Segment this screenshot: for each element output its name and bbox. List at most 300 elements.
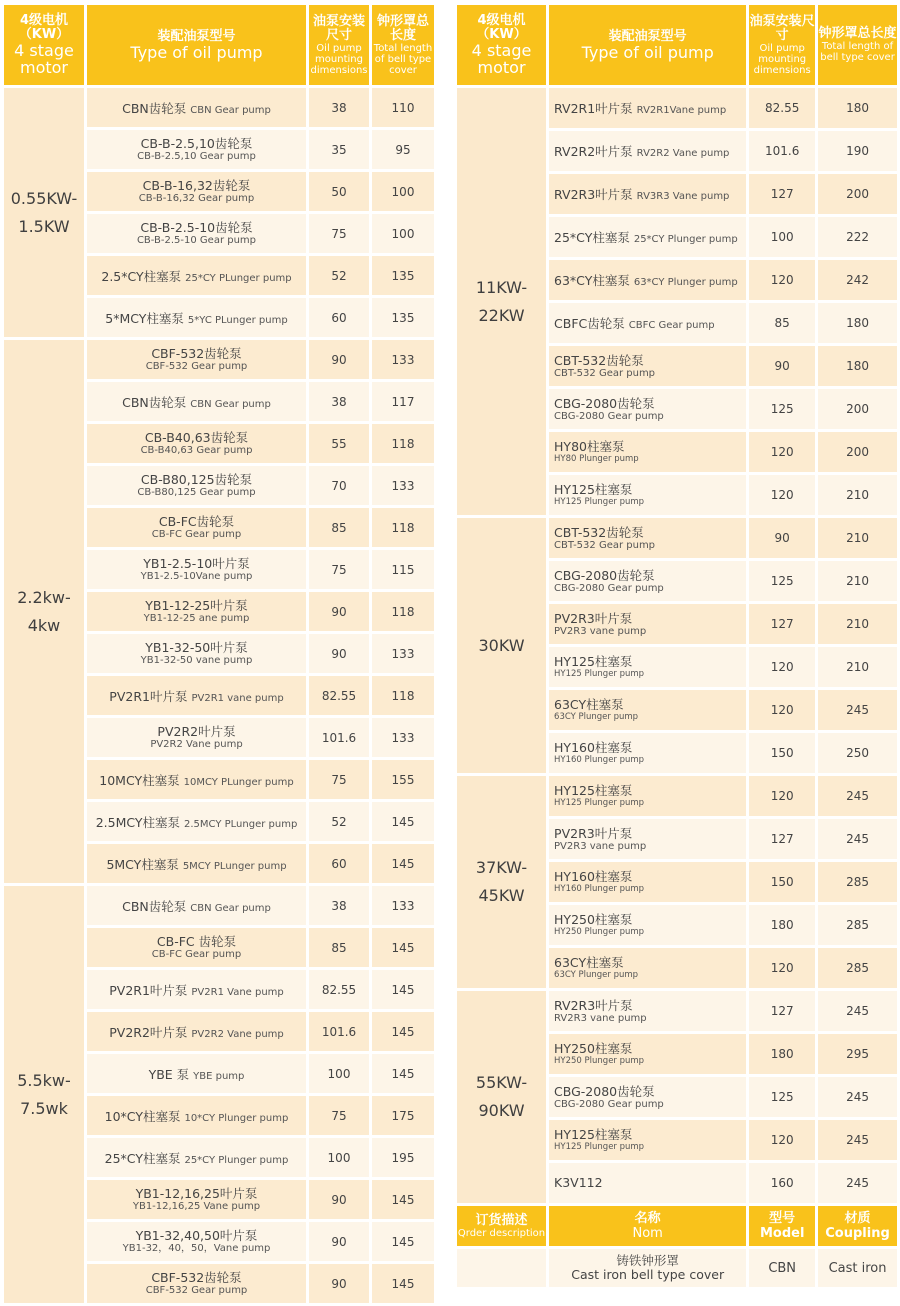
cover-length-cell: 133 [372, 886, 434, 925]
cover-length-cell: 100 [372, 214, 434, 253]
motor-power-cell: 2.2kw-4kw [4, 340, 84, 883]
pump-type-cell [549, 647, 746, 687]
pump-type-cell [87, 172, 306, 211]
cover-length-cell: 190 [818, 131, 897, 171]
table-row [457, 88, 897, 128]
pump-name-en: CBN Gear pump [190, 398, 271, 410]
pump-name-cn: HY160柱塞泵 [554, 869, 633, 884]
order-material-en: Coupling [825, 1226, 890, 1241]
pump-type-cell [87, 634, 306, 673]
mount-dimension-cell: 160 [749, 1163, 815, 1203]
mount-dimension-cell: 150 [749, 733, 815, 773]
cover-length-cell: 295 [818, 1034, 897, 1074]
pump-name-cn: RV2R3叶片泵 [554, 187, 633, 202]
cover-length-cell: 155 [372, 760, 434, 799]
pump-name-cn: PV2R3叶片泵 [554, 610, 633, 626]
cover-length-cell: 118 [372, 424, 434, 463]
mount-dimension-cell: 90 [309, 634, 369, 673]
pump-name-inline [554, 230, 738, 245]
pump-name-inline [109, 983, 284, 998]
pump-name-cn: YB1-32-50叶片泵 [145, 640, 248, 655]
pump-name-cn: RV2R1叶片泵 [554, 101, 633, 116]
cover-length-cell: 133 [372, 634, 434, 673]
order-name-value-en: Cast iron bell type cover [571, 1267, 725, 1282]
cover-length-cell: 110 [372, 88, 434, 127]
pump-name-cn: CB-B-16,32齿轮泵 [142, 178, 251, 193]
cover-length-cell: 245 [818, 991, 897, 1031]
pump-name-en: 63*CY Plunger pump [633, 277, 738, 288]
cover-length-cell: 285 [818, 905, 897, 945]
cover-length-cell: 180 [818, 303, 897, 343]
pump-name-inline [122, 899, 271, 914]
mount-dimension-cell: 127 [749, 819, 815, 859]
pump-name-inline [554, 273, 738, 288]
pump-name-cn: 63CY柱塞泵 [554, 697, 624, 712]
pump-type-cell [87, 928, 306, 967]
motor-power-cell: 37KW-45KW [457, 776, 546, 988]
pump-type-cell [549, 174, 746, 214]
pump-name-inline [105, 1151, 289, 1166]
pump-name-cn: 2.5MCY柱塞泵 [95, 814, 181, 830]
order-name-value-cn: 铸铁钟形罩 [616, 1253, 679, 1268]
pump-name-cn: 10MCY柱塞泵 [99, 772, 180, 788]
order-name-cn: 名称 [634, 1211, 661, 1226]
pump-name-cn: HY125柱塞泵 [554, 482, 633, 497]
mount-dimension-cell: 127 [749, 991, 815, 1031]
pump-name-en: CBFC Gear pump [628, 320, 715, 331]
pump-name-cn: YB1-12,16,25叶片泵 [135, 1186, 258, 1201]
pump-type-cell [549, 389, 746, 429]
length-header [372, 5, 434, 85]
pump-name-en: CB-FC Gear pump [151, 529, 242, 540]
length-header [818, 5, 897, 85]
mount-dimension-cell: 90 [309, 1180, 369, 1219]
pump-type-cell [549, 260, 746, 300]
pump-type-cell [87, 1180, 306, 1219]
mount-header-en: Oil pump mounting dimensions [310, 42, 368, 76]
cover-length-cell: 145 [372, 1264, 434, 1303]
pump-name-en: 25*CY Plunger pump [633, 234, 738, 245]
mount-header [309, 5, 369, 85]
pump-name-cn: CB-B-2.5-10齿轮泵 [140, 220, 253, 235]
pump-name-inline [99, 773, 293, 788]
pump-name-en: 63CY Plunger pump [554, 970, 639, 980]
pump-type-cell [549, 862, 746, 902]
mount-dimension-cell: 100 [749, 217, 815, 257]
cover-length-cell: 210 [818, 518, 897, 558]
cover-length-cell: 115 [372, 550, 434, 589]
cover-length-cell: 180 [818, 88, 897, 128]
pump-name-inline [149, 1067, 245, 1082]
pump-name-cn: HY80柱塞泵 [554, 439, 625, 454]
pump-name-cn: PV2R3叶片泵 [554, 825, 633, 841]
pump-type-cell [549, 690, 746, 730]
pump-name-inline [105, 1109, 289, 1124]
order-section [457, 1206, 897, 1287]
pump-type-cell [549, 776, 746, 816]
pump-name-en: CB-B40,63 Gear pump [140, 445, 253, 456]
mount-dimension-cell: 75 [309, 760, 369, 799]
table-row [457, 991, 897, 1031]
pump-name-en: PV2R2 Vane pump [191, 1028, 284, 1040]
pump-type-cell [549, 475, 746, 515]
pump-name-en: PV2R1 Vane pump [191, 986, 284, 998]
mount-dimension-cell: 120 [749, 647, 815, 687]
pump-name-en: PV2R2 Vane pump [150, 739, 243, 750]
mount-dimension-cell: 127 [749, 174, 815, 214]
order-material-header [818, 1206, 897, 1246]
pump-header-cn: 装配油泵型号 [157, 28, 236, 44]
pump-name-cn: CBN齿轮泵 [122, 100, 187, 116]
motor-header [4, 5, 84, 85]
pump-type-cell [549, 518, 746, 558]
pump-name-cn: HY250柱塞泵 [554, 912, 633, 927]
pump-name-cn: HY125柱塞泵 [554, 1127, 633, 1142]
cover-length-cell: 285 [818, 862, 897, 902]
pump-name-en: HY125 Plunger pump [554, 798, 645, 808]
mount-dimension-cell: 90 [309, 592, 369, 631]
pump-type-cell [87, 1222, 306, 1261]
pump-type-cell [87, 214, 306, 253]
table-row [457, 776, 897, 816]
pump-name-en: CB-B-2.5-10 Gear pump [136, 235, 257, 246]
pump-type-cell [549, 1120, 746, 1160]
cover-length-cell: 133 [372, 718, 434, 757]
pump-type-cell [549, 991, 746, 1031]
order-model-cn: 型号 [769, 1211, 796, 1226]
mount-dimension-cell: 90 [749, 518, 815, 558]
pump-name-en: HY80 Plunger pump [554, 454, 639, 464]
mount-dimension-cell: 35 [309, 130, 369, 169]
pump-type-cell [87, 1054, 306, 1093]
mount-dimension-cell: 120 [749, 475, 815, 515]
pump-name-en: CBN Gear pump [190, 104, 271, 116]
order-blank-cell [457, 1249, 546, 1287]
pump-name-en: 5*YC PLunger pump [187, 314, 288, 326]
pump-name-inline [554, 187, 729, 202]
cover-length-cell: 117 [372, 382, 434, 421]
pump-name-cn: CB-FC齿轮泵 [158, 514, 235, 529]
pump-name-cn: CBF-532齿轮泵 [151, 346, 242, 361]
pump-name-inline [106, 857, 286, 872]
pump-name-en: CB-B80,125 Gear pump [137, 487, 256, 498]
pump-name-en: CBG-2080 Gear pump [554, 1098, 664, 1110]
pump-name-en: CB-B-16,32 Gear pump [138, 193, 255, 204]
pump-type-cell [87, 130, 306, 169]
mount-dimension-cell: 150 [749, 862, 815, 902]
order-name-en: Nom [632, 1226, 663, 1241]
mount-dimension-cell: 85 [309, 508, 369, 547]
pump-name-en: CBG-2080 Gear pump [554, 582, 664, 594]
pump-name-en: 63CY Plunger pump [554, 712, 639, 722]
pump-type-cell [549, 303, 746, 343]
mount-header [749, 5, 815, 85]
cover-length-cell: 222 [818, 217, 897, 257]
cover-length-cell: 135 [372, 298, 434, 337]
mount-dimension-cell: 60 [309, 298, 369, 337]
motor-header-en: 4 stage motor [14, 41, 74, 77]
mount-dimension-cell: 125 [749, 561, 815, 601]
pump-name-en: YB1-32，40，50，Vane pump [122, 1243, 271, 1254]
pump-type-cell [87, 466, 306, 505]
mount-dimension-cell: 120 [749, 948, 815, 988]
motor-header-cn: 4级电机（KW） [476, 13, 527, 42]
pump-type-cell [87, 1096, 306, 1135]
pump-name-en: CBT-532 Gear pump [554, 367, 656, 379]
pump-type-cell [87, 592, 306, 631]
mount-dimension-cell: 125 [749, 389, 815, 429]
cover-length-cell: 133 [372, 340, 434, 379]
cover-length-cell: 145 [372, 1054, 434, 1093]
pump-name-en: 10*CY Plunger pump [184, 1112, 289, 1124]
mount-dimension-cell: 38 [309, 382, 369, 421]
pump-type-cell [87, 1012, 306, 1051]
mount-dimension-cell: 82.55 [309, 970, 369, 1009]
mount-dimension-cell: 85 [749, 303, 815, 343]
cover-length-cell: 245 [818, 1120, 897, 1160]
pump-name-en: YB1-12-25 ane pump [143, 613, 250, 624]
pump-type-cell [87, 508, 306, 547]
mount-dimension-cell: 82.55 [309, 676, 369, 715]
pump-name-inline [109, 1025, 284, 1040]
mount-dimension-cell: 52 [309, 802, 369, 841]
pump-name-inline [554, 144, 729, 159]
right-header-row [457, 5, 897, 85]
pump-name-cn: CBT-532齿轮泵 [554, 352, 644, 368]
pump-name-en: HY160 Plunger pump [554, 755, 645, 765]
pump-name-en: CBT-532 Gear pump [554, 539, 656, 551]
pump-name-en: PV2R1 vane pump [191, 692, 284, 704]
pump-type-cell [549, 1034, 746, 1074]
mount-dimension-cell: 60 [309, 844, 369, 883]
motor-power-cell: 11KW-22KW [457, 88, 546, 515]
left-header-row [4, 5, 434, 85]
order-material-value: Cast iron [818, 1249, 897, 1287]
mount-dimension-cell: 125 [749, 1077, 815, 1117]
pump-name-en: CB-FC Gear pump [151, 949, 242, 960]
mount-dimension-cell: 90 [309, 340, 369, 379]
motor-power-cell: 55KW-90KW [457, 991, 546, 1203]
mount-dimension-cell: 90 [309, 1222, 369, 1261]
mount-dimension-cell: 101.6 [309, 1012, 369, 1051]
cover-length-cell: 245 [818, 1163, 897, 1203]
pump-name-inline [122, 101, 271, 116]
order-model-header [749, 1206, 815, 1246]
pump-type-cell [87, 676, 306, 715]
length-header-en: Total length of bell type cover [373, 42, 433, 76]
pump-name-en: RV2R2 Vane pump [636, 148, 730, 159]
pump-type-cell [549, 561, 746, 601]
pump-name-inline [101, 269, 291, 284]
pump-name-en: 2.5MCY PLunger pump [184, 818, 298, 830]
pump-name-cn: 25*CY柱塞泵 [554, 230, 630, 245]
pump-type-cell [549, 88, 746, 128]
mount-dimension-cell: 120 [749, 1120, 815, 1160]
pump-type-cell [87, 760, 306, 799]
pump-name-cn: RV2R2叶片泵 [554, 144, 633, 159]
pump-name-cn: CB-B-2.5,10齿轮泵 [140, 136, 253, 151]
cover-length-cell: 195 [372, 1138, 434, 1177]
pump-name-cn: YB1-12-25叶片泵 [145, 598, 248, 613]
cover-length-cell: 200 [818, 432, 897, 472]
cover-length-cell: 210 [818, 561, 897, 601]
cover-length-cell: 118 [372, 508, 434, 547]
pump-name-en: RV3R3 Vane pump [636, 191, 730, 202]
pump-name-en: 10MCY PLunger pump [183, 776, 294, 788]
cover-length-cell: 250 [818, 733, 897, 773]
mount-dimension-cell: 90 [749, 346, 815, 386]
mount-dimension-cell: 120 [749, 260, 815, 300]
mount-dimension-cell: 120 [749, 776, 815, 816]
pump-name-cn: 25*CY柱塞泵 [104, 1150, 181, 1166]
cover-length-cell: 145 [372, 844, 434, 883]
pump-name-cn: 10*CY柱塞泵 [104, 1108, 181, 1124]
length-header-cn: 钟形罩总长度 [376, 13, 429, 43]
pump-type-cell [549, 604, 746, 644]
pump-type-cell [87, 718, 306, 757]
pump-type-cell [87, 970, 306, 1009]
cover-length-cell: 245 [818, 690, 897, 730]
motor-header-en: 4 stage motor [471, 41, 532, 77]
pump-type-cell [549, 819, 746, 859]
pump-type-cell [549, 217, 746, 257]
cover-length-cell: 200 [818, 389, 897, 429]
pump-type-cell [87, 88, 306, 127]
pump-name-en: CBG-2080 Gear pump [554, 410, 664, 422]
cover-length-cell: 245 [818, 819, 897, 859]
cover-length-cell: 285 [818, 948, 897, 988]
pump-name-cn: CBN齿轮泵 [122, 394, 187, 410]
pump-name-cn: YB1-2.5-10叶片泵 [143, 556, 250, 571]
cover-length-cell: 133 [372, 466, 434, 505]
pump-name-cn: 63*CY柱塞泵 [554, 273, 630, 288]
mount-dimension-cell: 85 [309, 928, 369, 967]
length-header-en: Total length of bell type cover [820, 41, 895, 63]
order-desc-header [457, 1206, 546, 1246]
pump-name-en: RV2R3 vane pump [554, 1012, 647, 1024]
pump-name-cn: RV2R3叶片泵 [554, 997, 633, 1013]
left-table-body [4, 88, 434, 1303]
cover-length-cell: 145 [372, 1180, 434, 1219]
cover-length-cell: 210 [818, 647, 897, 687]
pump-name-cn: K3V112 [554, 1175, 603, 1190]
pump-name-inline [554, 316, 715, 331]
pump-type-cell [87, 802, 306, 841]
pump-type-cell [87, 424, 306, 463]
pump-name-en: HY125 Plunger pump [554, 669, 645, 679]
pump-name-inline [105, 311, 287, 326]
pump-name-cn: CBG-2080齿轮泵 [554, 1083, 655, 1099]
pump-type-cell [87, 382, 306, 421]
mount-dimension-cell: 70 [309, 466, 369, 505]
cover-length-cell: 242 [818, 260, 897, 300]
cover-length-cell: 118 [372, 676, 434, 715]
pump-name-en: YB1-32-50 vane pump [140, 655, 253, 666]
mount-dimension-cell: 120 [749, 432, 815, 472]
pump-name-cn: CBFC齿轮泵 [554, 316, 625, 331]
cover-length-cell: 210 [818, 475, 897, 515]
left-spec-table [1, 2, 437, 1306]
table-row [4, 88, 434, 127]
pump-name-cn: PV2R1叶片泵 [109, 982, 188, 998]
mount-dimension-cell: 38 [309, 886, 369, 925]
order-header-row [457, 1206, 897, 1246]
length-header-cn: 钟形罩总长度 [818, 26, 897, 41]
pump-type-cell [549, 346, 746, 386]
pump-name-cn: YB1-32,40,50叶片泵 [135, 1228, 258, 1243]
pump-name-cn: CB-B80,125齿轮泵 [140, 472, 253, 487]
mount-dimension-cell: 75 [309, 550, 369, 589]
mount-dimension-cell: 180 [749, 905, 815, 945]
mount-header-cn: 油泵安装尺寸 [749, 13, 815, 43]
pump-name-en: PV2R3 vane pump [554, 625, 647, 637]
mount-dimension-cell: 82.55 [749, 88, 815, 128]
pump-name-inline [122, 395, 271, 410]
cover-length-cell: 118 [372, 592, 434, 631]
pump-type-cell [87, 550, 306, 589]
mount-dimension-cell: 52 [309, 256, 369, 295]
motor-power-cell: 0.55KW-1.5KW [4, 88, 84, 337]
table-row [457, 518, 897, 558]
pump-name-en: HY160 Plunger pump [554, 884, 645, 894]
mount-dimension-cell: 90 [309, 1264, 369, 1303]
pump-name-cn: 63CY柱塞泵 [554, 955, 624, 970]
pump-name-cn: HY125柱塞泵 [554, 654, 633, 669]
cover-length-cell: 175 [372, 1096, 434, 1135]
pump-type-cell [87, 844, 306, 883]
pump-name-en: YB1-12,16,25 Vane pump [132, 1201, 261, 1212]
pump-name-cn: PV2R2叶片泵 [109, 1024, 188, 1040]
order-model-en: Model [759, 1226, 805, 1241]
cover-length-cell: 145 [372, 1012, 434, 1051]
pump-name-cn: 5*MCY柱塞泵 [105, 310, 184, 326]
pump-type-cell [87, 1264, 306, 1303]
mount-dimension-cell: 180 [749, 1034, 815, 1074]
pump-name-cn: CB-FC 齿轮泵 [156, 934, 237, 949]
mount-dimension-cell: 127 [749, 604, 815, 644]
mount-dimension-cell: 75 [309, 214, 369, 253]
pump-header [549, 5, 746, 85]
pump-name-cn: CBG-2080齿轮泵 [554, 567, 655, 583]
pump-name-cn: CBN齿轮泵 [122, 898, 187, 914]
pump-type-cell [549, 131, 746, 171]
cover-length-cell: 145 [372, 802, 434, 841]
cover-length-cell: 200 [818, 174, 897, 214]
pump-name-en: CB-B-2.5,10 Gear pump [137, 151, 256, 162]
mount-dimension-cell: 55 [309, 424, 369, 463]
motor-power-cell: 5.5kw-7.5wk [4, 886, 84, 1303]
motor-power-cell: 30KW [457, 518, 546, 773]
pump-name-en: HY250 Plunger pump [554, 1056, 645, 1066]
pump-name-cn: HY250柱塞泵 [554, 1041, 633, 1056]
pump-header-en: Type of oil pump [581, 42, 714, 62]
cover-length-cell: 145 [372, 970, 434, 1009]
right-table-body [457, 88, 897, 1203]
pump-name-en: HY250 Plunger pump [554, 927, 645, 937]
mount-dimension-cell: 101.6 [309, 718, 369, 757]
pump-name-inline [554, 101, 726, 116]
motor-header-cn: 4级电机（KW） [18, 13, 70, 42]
pump-name-cn: 2.5*CY柱塞泵 [101, 268, 182, 284]
cover-length-cell: 245 [818, 1077, 897, 1117]
pump-name-en: 25*CY PLunger pump [185, 272, 292, 284]
pump-type-cell [87, 1138, 306, 1177]
mount-dimension-cell: 120 [749, 690, 815, 730]
order-name-cell [549, 1249, 746, 1287]
pump-name-en: HY125 Plunger pump [554, 1142, 645, 1152]
right-spec-table [454, 2, 900, 1290]
pump-name-cn: CBT-532齿轮泵 [554, 524, 644, 540]
